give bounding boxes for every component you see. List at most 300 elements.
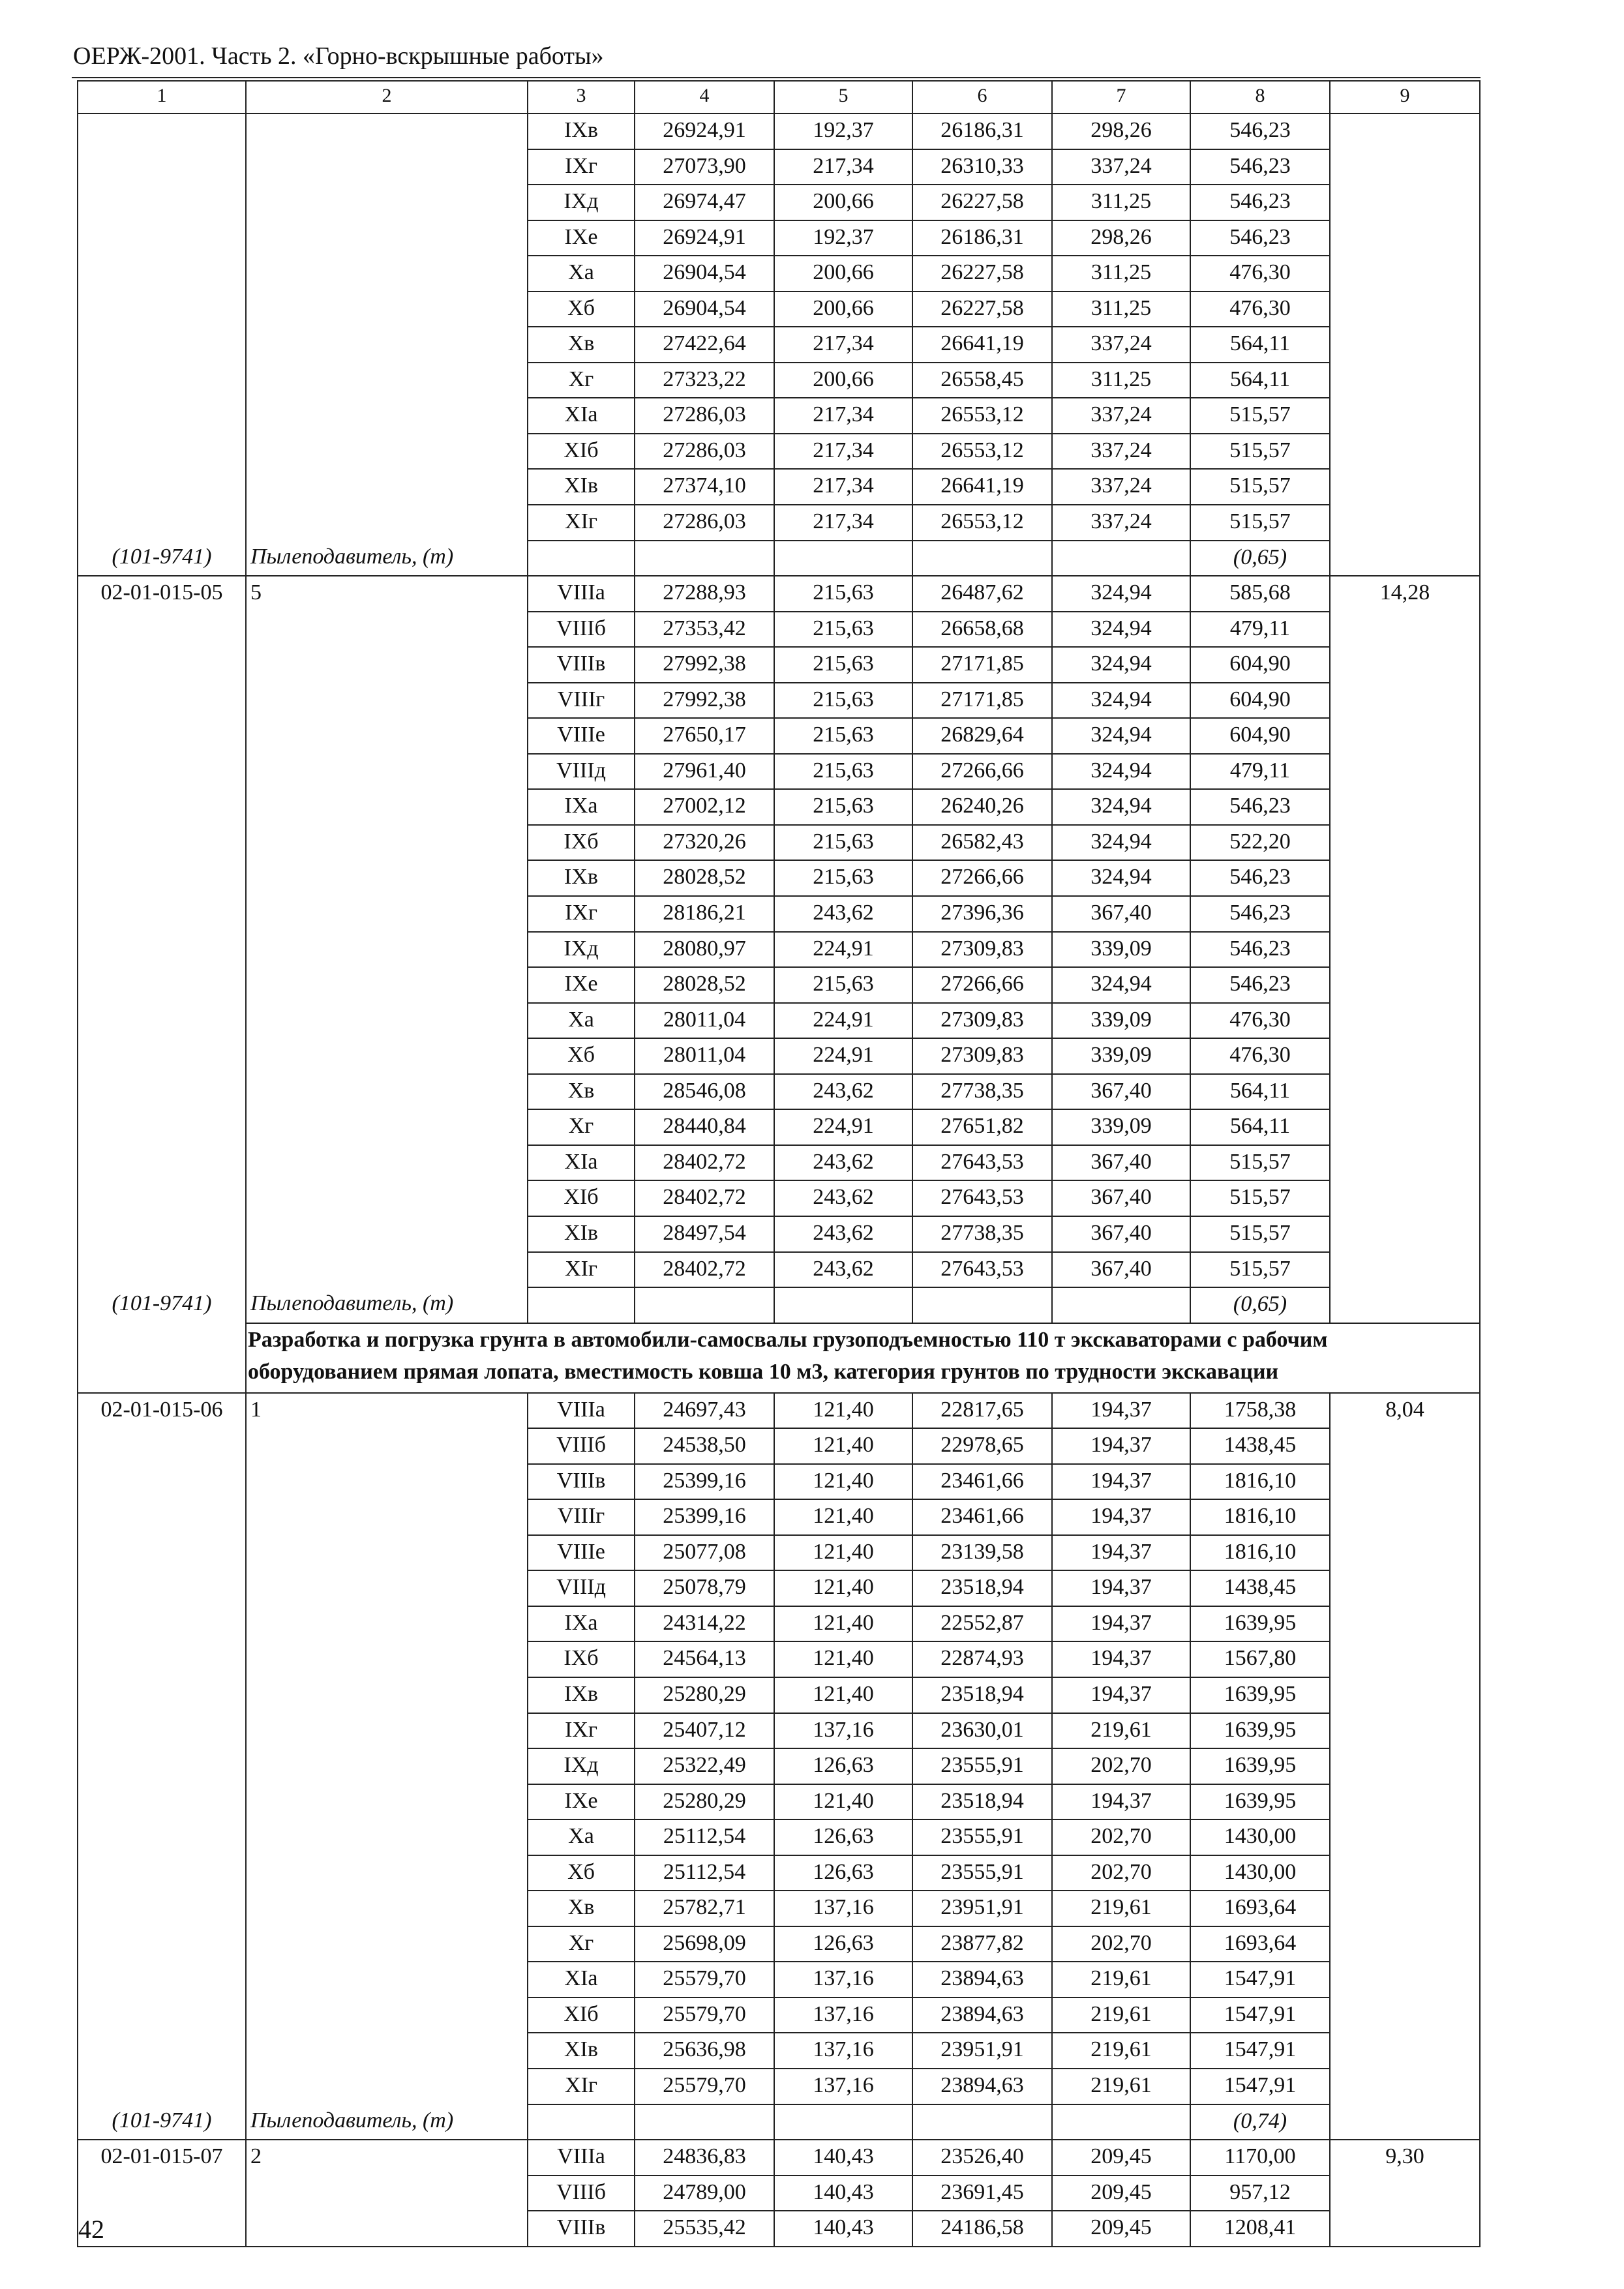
machine-costs: 23555,91 bbox=[912, 1855, 1052, 1891]
table-row bbox=[78, 2211, 1480, 2247]
norm-name bbox=[246, 1180, 528, 1216]
table-row bbox=[78, 683, 1480, 719]
norm-code bbox=[78, 1784, 246, 1820]
direct-costs: 28011,04 bbox=[635, 1003, 774, 1039]
direct-costs: 28440,84 bbox=[635, 1109, 774, 1145]
material-costs: 564,11 bbox=[1190, 1109, 1330, 1145]
machine-costs: 23691,45 bbox=[912, 2176, 1052, 2211]
machinist-wages: 324,94 bbox=[1052, 612, 1190, 648]
wage-costs: 224,91 bbox=[774, 932, 912, 968]
labor-costs bbox=[1330, 1038, 1480, 1074]
material-costs: 1816,10 bbox=[1190, 1464, 1330, 1500]
machine-costs: 26186,31 bbox=[912, 220, 1052, 256]
machinist-wages: 298,26 bbox=[1052, 220, 1190, 256]
resource-code: (101-9741) bbox=[78, 1287, 246, 1323]
machine-costs: 27266,66 bbox=[912, 754, 1052, 790]
machine-costs: 23518,94 bbox=[912, 1570, 1052, 1606]
norm-code bbox=[78, 1570, 246, 1606]
labor-costs bbox=[1330, 647, 1480, 683]
machinist-wages: 324,94 bbox=[1052, 718, 1190, 754]
labor-costs bbox=[1330, 718, 1480, 754]
soil-category: IXд bbox=[528, 1748, 635, 1784]
norm-name bbox=[246, 1074, 528, 1110]
machine-costs: 22978,65 bbox=[912, 1428, 1052, 1464]
wage-costs: 126,63 bbox=[774, 1819, 912, 1855]
norm-name bbox=[246, 1641, 528, 1677]
machinist-wages: 324,94 bbox=[1052, 683, 1190, 719]
soil-category: VIIIд bbox=[528, 754, 635, 790]
material-costs: 546,23 bbox=[1190, 185, 1330, 220]
machine-costs: 27651,82 bbox=[912, 1109, 1052, 1145]
wage-costs: 215,63 bbox=[774, 683, 912, 719]
soil-category: Xг bbox=[528, 363, 635, 398]
norm-name bbox=[246, 1891, 528, 1926]
soil-category: XIа bbox=[528, 1145, 635, 1181]
machine-costs: 23518,94 bbox=[912, 1677, 1052, 1713]
machinist-wages: 339,09 bbox=[1052, 1109, 1190, 1145]
direct-costs: 27961,40 bbox=[635, 754, 774, 790]
wage-costs: 140,43 bbox=[774, 2211, 912, 2247]
norm-name bbox=[246, 647, 528, 683]
table-row bbox=[78, 1641, 1480, 1677]
table-row bbox=[78, 1606, 1480, 1642]
material-costs: 515,57 bbox=[1190, 1145, 1330, 1181]
machine-costs: 23461,66 bbox=[912, 1464, 1052, 1500]
table-row bbox=[78, 860, 1480, 896]
table-row bbox=[78, 505, 1480, 541]
labor-costs bbox=[1330, 1713, 1480, 1749]
table-row bbox=[78, 256, 1480, 292]
direct-costs: 26904,54 bbox=[635, 292, 774, 327]
table-row bbox=[78, 1145, 1480, 1181]
wage-costs: 121,40 bbox=[774, 1570, 912, 1606]
norm-code bbox=[78, 1216, 246, 1252]
resource-code: (101-9741) bbox=[78, 541, 246, 576]
norm-code bbox=[78, 1891, 246, 1926]
table-row bbox=[78, 220, 1480, 256]
labor-costs bbox=[1330, 256, 1480, 292]
norm-name: 2 bbox=[246, 2140, 528, 2176]
norm-code bbox=[78, 754, 246, 790]
labor-costs bbox=[1330, 1641, 1480, 1677]
soil-category: IXг bbox=[528, 149, 635, 185]
norm-code bbox=[78, 1038, 246, 1074]
direct-costs: 25322,49 bbox=[635, 1748, 774, 1784]
wage-costs: 126,63 bbox=[774, 1926, 912, 1962]
soil-category: VIIIв bbox=[528, 1464, 635, 1500]
machinist-wages: 324,94 bbox=[1052, 789, 1190, 825]
norm-code bbox=[78, 1109, 246, 1145]
wage-costs: 224,91 bbox=[774, 1038, 912, 1074]
norm-name bbox=[246, 434, 528, 470]
table-row bbox=[78, 1074, 1480, 1110]
empty-cell bbox=[528, 541, 635, 576]
empty-cell bbox=[1052, 541, 1190, 576]
direct-costs: 25077,08 bbox=[635, 1535, 774, 1571]
norm-name bbox=[246, 932, 528, 968]
machine-costs: 23555,91 bbox=[912, 1819, 1052, 1855]
soil-category: XIг bbox=[528, 1252, 635, 1288]
labor-costs bbox=[1330, 1962, 1480, 1997]
machinist-wages: 339,09 bbox=[1052, 932, 1190, 968]
direct-costs: 26924,91 bbox=[635, 220, 774, 256]
machine-costs: 27309,83 bbox=[912, 1003, 1052, 1039]
machinist-wages: 209,45 bbox=[1052, 2140, 1190, 2176]
machine-costs: 26641,19 bbox=[912, 469, 1052, 505]
norm-name bbox=[246, 1038, 528, 1074]
material-costs: 1208,41 bbox=[1190, 2211, 1330, 2247]
resource-name: Пылеподавитель, (т) bbox=[246, 2104, 528, 2140]
machine-costs: 27266,66 bbox=[912, 967, 1052, 1003]
material-costs: 1547,91 bbox=[1190, 2069, 1330, 2104]
labor-costs bbox=[1330, 505, 1480, 541]
wage-costs: 121,40 bbox=[774, 1677, 912, 1713]
wage-costs: 137,16 bbox=[774, 1962, 912, 1997]
page-title: ОЕРЖ-2001. Часть 2. «Горно-вскрышные работы» bbox=[73, 42, 604, 70]
machine-costs: 23877,82 bbox=[912, 1926, 1052, 1962]
norm-code bbox=[78, 718, 246, 754]
wage-costs: 224,91 bbox=[774, 1003, 912, 1039]
norms-table bbox=[77, 80, 1481, 2247]
direct-costs: 24697,43 bbox=[635, 1393, 774, 1429]
soil-category: IXд bbox=[528, 932, 635, 968]
norm-code: 02-01-015-05 bbox=[78, 576, 246, 612]
material-costs: 1438,45 bbox=[1190, 1570, 1330, 1606]
direct-costs: 25280,29 bbox=[635, 1784, 774, 1820]
norm-name bbox=[246, 754, 528, 790]
wage-costs: 224,91 bbox=[774, 1109, 912, 1145]
wage-costs: 217,34 bbox=[774, 149, 912, 185]
empty-cell bbox=[1052, 2104, 1190, 2140]
norm-name bbox=[246, 469, 528, 505]
soil-category: XIб bbox=[528, 434, 635, 470]
wage-costs: 217,34 bbox=[774, 327, 912, 363]
norm-code bbox=[78, 363, 246, 398]
direct-costs: 25407,12 bbox=[635, 1713, 774, 1749]
machine-costs: 23526,40 bbox=[912, 2140, 1052, 2176]
labor-costs bbox=[1330, 327, 1480, 363]
machine-costs: 23894,63 bbox=[912, 1997, 1052, 2033]
labor-costs bbox=[1330, 754, 1480, 790]
wage-costs: 200,66 bbox=[774, 363, 912, 398]
table-row bbox=[78, 825, 1480, 861]
norm-code bbox=[78, 967, 246, 1003]
machine-costs: 26227,58 bbox=[912, 292, 1052, 327]
soil-category: VIIIв bbox=[528, 2211, 635, 2247]
material-costs: 476,30 bbox=[1190, 256, 1330, 292]
resource-name: Пылеподавитель, (т) bbox=[246, 1287, 528, 1323]
direct-costs: 27422,64 bbox=[635, 327, 774, 363]
direct-costs: 25535,42 bbox=[635, 2211, 774, 2247]
material-costs: 585,68 bbox=[1190, 576, 1330, 612]
norm-name bbox=[246, 1677, 528, 1713]
machinist-wages: 202,70 bbox=[1052, 1819, 1190, 1855]
soil-category: IXб bbox=[528, 1641, 635, 1677]
norm-name bbox=[246, 1606, 528, 1642]
soil-category: IXе bbox=[528, 1784, 635, 1820]
table-row bbox=[78, 1003, 1480, 1039]
direct-costs: 27323,22 bbox=[635, 363, 774, 398]
norm-code bbox=[78, 113, 246, 149]
empty-cell bbox=[78, 1323, 246, 1393]
wage-costs: 243,62 bbox=[774, 1216, 912, 1252]
material-costs: 1639,95 bbox=[1190, 1784, 1330, 1820]
direct-costs: 25782,71 bbox=[635, 1891, 774, 1926]
labor-costs bbox=[1330, 1074, 1480, 1110]
norm-name bbox=[246, 2176, 528, 2211]
machine-costs: 23951,91 bbox=[912, 2033, 1052, 2069]
table-row bbox=[78, 1038, 1480, 1074]
machinist-wages: 311,25 bbox=[1052, 363, 1190, 398]
machine-costs: 23555,91 bbox=[912, 1748, 1052, 1784]
direct-costs: 27286,03 bbox=[635, 434, 774, 470]
table-row bbox=[78, 113, 1480, 149]
direct-costs: 25579,70 bbox=[635, 1962, 774, 1997]
wage-costs: 137,16 bbox=[774, 1997, 912, 2033]
soil-category: Xв bbox=[528, 1074, 635, 1110]
machine-costs: 26487,62 bbox=[912, 576, 1052, 612]
machinist-wages: 337,24 bbox=[1052, 149, 1190, 185]
table-row bbox=[78, 576, 1480, 612]
empty-cell bbox=[635, 541, 774, 576]
soil-category: XIв bbox=[528, 469, 635, 505]
material-costs: 957,12 bbox=[1190, 2176, 1330, 2211]
material-costs: 515,57 bbox=[1190, 434, 1330, 470]
table-row bbox=[78, 363, 1480, 398]
machinist-wages: 311,25 bbox=[1052, 256, 1190, 292]
soil-category: XIа bbox=[528, 398, 635, 434]
norm-name bbox=[246, 1713, 528, 1749]
column-header: 4 bbox=[635, 81, 774, 113]
norm-code bbox=[78, 1180, 246, 1216]
table-row bbox=[78, 1570, 1480, 1606]
soil-category: IXа bbox=[528, 789, 635, 825]
labor-costs bbox=[1330, 1003, 1480, 1039]
table-row bbox=[78, 1855, 1480, 1891]
machine-costs: 26310,33 bbox=[912, 149, 1052, 185]
material-costs: 1430,00 bbox=[1190, 1819, 1330, 1855]
direct-costs: 25112,54 bbox=[635, 1855, 774, 1891]
table-row bbox=[78, 398, 1480, 434]
labor-costs bbox=[1330, 789, 1480, 825]
direct-costs: 24789,00 bbox=[635, 2176, 774, 2211]
norm-code bbox=[78, 860, 246, 896]
column-header: 3 bbox=[528, 81, 635, 113]
wage-costs: 243,62 bbox=[774, 1145, 912, 1181]
wage-costs: 192,37 bbox=[774, 113, 912, 149]
soil-category: IXг bbox=[528, 1713, 635, 1749]
machinist-wages: 298,26 bbox=[1052, 113, 1190, 149]
wage-costs: 200,66 bbox=[774, 292, 912, 327]
labor-costs bbox=[1330, 149, 1480, 185]
direct-costs: 24314,22 bbox=[635, 1606, 774, 1642]
norm-name bbox=[246, 1464, 528, 1500]
norm-name bbox=[246, 1216, 528, 1252]
soil-category: XIв bbox=[528, 2033, 635, 2069]
norm-name bbox=[246, 327, 528, 363]
norm-name bbox=[246, 1819, 528, 1855]
soil-category: VIIIб bbox=[528, 1428, 635, 1464]
norm-name bbox=[246, 789, 528, 825]
norm-name: 1 bbox=[246, 1393, 528, 1429]
soil-category: IXг bbox=[528, 896, 635, 932]
soil-category: IXа bbox=[528, 1606, 635, 1642]
machinist-wages: 194,37 bbox=[1052, 1428, 1190, 1464]
direct-costs: 25280,29 bbox=[635, 1677, 774, 1713]
material-costs: 1758,38 bbox=[1190, 1393, 1330, 1429]
wage-costs: 121,40 bbox=[774, 1641, 912, 1677]
section-title-row bbox=[78, 1323, 1480, 1393]
machinist-wages: 202,70 bbox=[1052, 1855, 1190, 1891]
machinist-wages: 367,40 bbox=[1052, 1180, 1190, 1216]
soil-category: IXб bbox=[528, 825, 635, 861]
norm-code bbox=[78, 1926, 246, 1962]
machinist-wages: 219,61 bbox=[1052, 2069, 1190, 2104]
material-costs: 1438,45 bbox=[1190, 1428, 1330, 1464]
soil-category: VIIIв bbox=[528, 647, 635, 683]
machine-costs: 26829,64 bbox=[912, 718, 1052, 754]
labor-costs bbox=[1330, 860, 1480, 896]
norm-name bbox=[246, 220, 528, 256]
material-costs: 546,23 bbox=[1190, 113, 1330, 149]
machine-costs: 23630,01 bbox=[912, 1713, 1052, 1749]
material-costs: 515,57 bbox=[1190, 505, 1330, 541]
norm-code bbox=[78, 256, 246, 292]
wage-costs: 121,40 bbox=[774, 1606, 912, 1642]
machinist-wages: 219,61 bbox=[1052, 1962, 1190, 1997]
norm-code bbox=[78, 185, 246, 220]
material-costs: 546,23 bbox=[1190, 932, 1330, 968]
labor-costs bbox=[1330, 1677, 1480, 1713]
labor-costs bbox=[1330, 1109, 1480, 1145]
material-costs: 476,30 bbox=[1190, 292, 1330, 327]
labor-costs bbox=[1330, 1926, 1480, 1962]
norm-name bbox=[246, 398, 528, 434]
wage-costs: 137,16 bbox=[774, 1891, 912, 1926]
wage-costs: 217,34 bbox=[774, 398, 912, 434]
material-costs: 546,23 bbox=[1190, 220, 1330, 256]
norm-code bbox=[78, 505, 246, 541]
machinist-wages: 367,40 bbox=[1052, 1145, 1190, 1181]
machine-costs: 26227,58 bbox=[912, 185, 1052, 220]
machinist-wages: 194,37 bbox=[1052, 1499, 1190, 1535]
table-row bbox=[78, 1109, 1480, 1145]
empty-cell bbox=[1052, 1287, 1190, 1323]
wage-costs: 243,62 bbox=[774, 1074, 912, 1110]
material-costs: 476,30 bbox=[1190, 1003, 1330, 1039]
material-costs: 546,23 bbox=[1190, 896, 1330, 932]
norm-name bbox=[246, 113, 528, 149]
machinist-wages: 202,70 bbox=[1052, 1748, 1190, 1784]
labor-costs bbox=[1330, 1499, 1480, 1535]
material-costs: 479,11 bbox=[1190, 612, 1330, 648]
wage-costs: 215,63 bbox=[774, 754, 912, 790]
soil-category: VIIIд bbox=[528, 1570, 635, 1606]
table-row bbox=[78, 1464, 1480, 1500]
norm-code bbox=[78, 1677, 246, 1713]
wage-costs: 217,34 bbox=[774, 505, 912, 541]
soil-category: VIIIа bbox=[528, 576, 635, 612]
material-costs: 479,11 bbox=[1190, 754, 1330, 790]
material-costs: 1639,95 bbox=[1190, 1713, 1330, 1749]
wage-costs: 121,40 bbox=[774, 1499, 912, 1535]
machine-costs: 26641,19 bbox=[912, 327, 1052, 363]
soil-category: IXе bbox=[528, 220, 635, 256]
direct-costs: 26974,47 bbox=[635, 185, 774, 220]
labor-costs bbox=[1330, 185, 1480, 220]
machine-costs: 26240,26 bbox=[912, 789, 1052, 825]
machinist-wages: 339,09 bbox=[1052, 1038, 1190, 1074]
machine-costs: 26658,68 bbox=[912, 612, 1052, 648]
norm-code bbox=[78, 1428, 246, 1464]
direct-costs: 27288,93 bbox=[635, 576, 774, 612]
soil-category: VIIIа bbox=[528, 1393, 635, 1429]
labor-costs: 14,28 bbox=[1330, 576, 1480, 612]
direct-costs: 27374,10 bbox=[635, 469, 774, 505]
labor-costs bbox=[1330, 1252, 1480, 1288]
table-row bbox=[78, 1748, 1480, 1784]
soil-category: VIIIе bbox=[528, 1535, 635, 1571]
material-costs: 604,90 bbox=[1190, 718, 1330, 754]
norm-code bbox=[78, 2069, 246, 2104]
table-row bbox=[78, 612, 1480, 648]
wage-costs: 215,63 bbox=[774, 789, 912, 825]
soil-category: XIг bbox=[528, 505, 635, 541]
norm-code: 02-01-015-06 bbox=[78, 1393, 246, 1429]
labor-costs bbox=[1330, 2211, 1480, 2247]
direct-costs: 28402,72 bbox=[635, 1145, 774, 1181]
material-costs: 515,57 bbox=[1190, 1252, 1330, 1288]
direct-costs: 27073,90 bbox=[635, 149, 774, 185]
machinist-wages: 367,40 bbox=[1052, 1074, 1190, 1110]
norm-name bbox=[246, 1003, 528, 1039]
machine-costs: 26558,45 bbox=[912, 363, 1052, 398]
direct-costs: 28546,08 bbox=[635, 1074, 774, 1110]
resource-value: (0,74) bbox=[1190, 2104, 1330, 2140]
machinist-wages: 337,24 bbox=[1052, 505, 1190, 541]
machine-costs: 26553,12 bbox=[912, 505, 1052, 541]
norm-code bbox=[78, 220, 246, 256]
material-costs: 546,23 bbox=[1190, 789, 1330, 825]
norm-code bbox=[78, 434, 246, 470]
material-costs: 564,11 bbox=[1190, 363, 1330, 398]
direct-costs: 27992,38 bbox=[635, 647, 774, 683]
labor-costs bbox=[1330, 1570, 1480, 1606]
empty-cell bbox=[1330, 541, 1480, 576]
labor-costs bbox=[1330, 612, 1480, 648]
page-number: 42 bbox=[78, 2215, 104, 2244]
machinist-wages: 219,61 bbox=[1052, 1713, 1190, 1749]
machinist-wages: 194,37 bbox=[1052, 1606, 1190, 1642]
direct-costs: 25078,79 bbox=[635, 1570, 774, 1606]
norm-code bbox=[78, 398, 246, 434]
soil-category: VIIIб bbox=[528, 2176, 635, 2211]
wage-costs: 121,40 bbox=[774, 1393, 912, 1429]
material-costs: 1170,00 bbox=[1190, 2140, 1330, 2176]
wage-costs: 137,16 bbox=[774, 1713, 912, 1749]
norm-code bbox=[78, 292, 246, 327]
norm-name bbox=[246, 505, 528, 541]
norm-name bbox=[246, 1535, 528, 1571]
norm-name bbox=[246, 1997, 528, 2033]
empty-cell bbox=[1330, 1287, 1480, 1323]
direct-costs: 28497,54 bbox=[635, 1216, 774, 1252]
norm-code bbox=[78, 327, 246, 363]
labor-costs bbox=[1330, 1891, 1480, 1926]
norm-code bbox=[78, 469, 246, 505]
soil-category: VIIIб bbox=[528, 612, 635, 648]
direct-costs: 24564,13 bbox=[635, 1641, 774, 1677]
